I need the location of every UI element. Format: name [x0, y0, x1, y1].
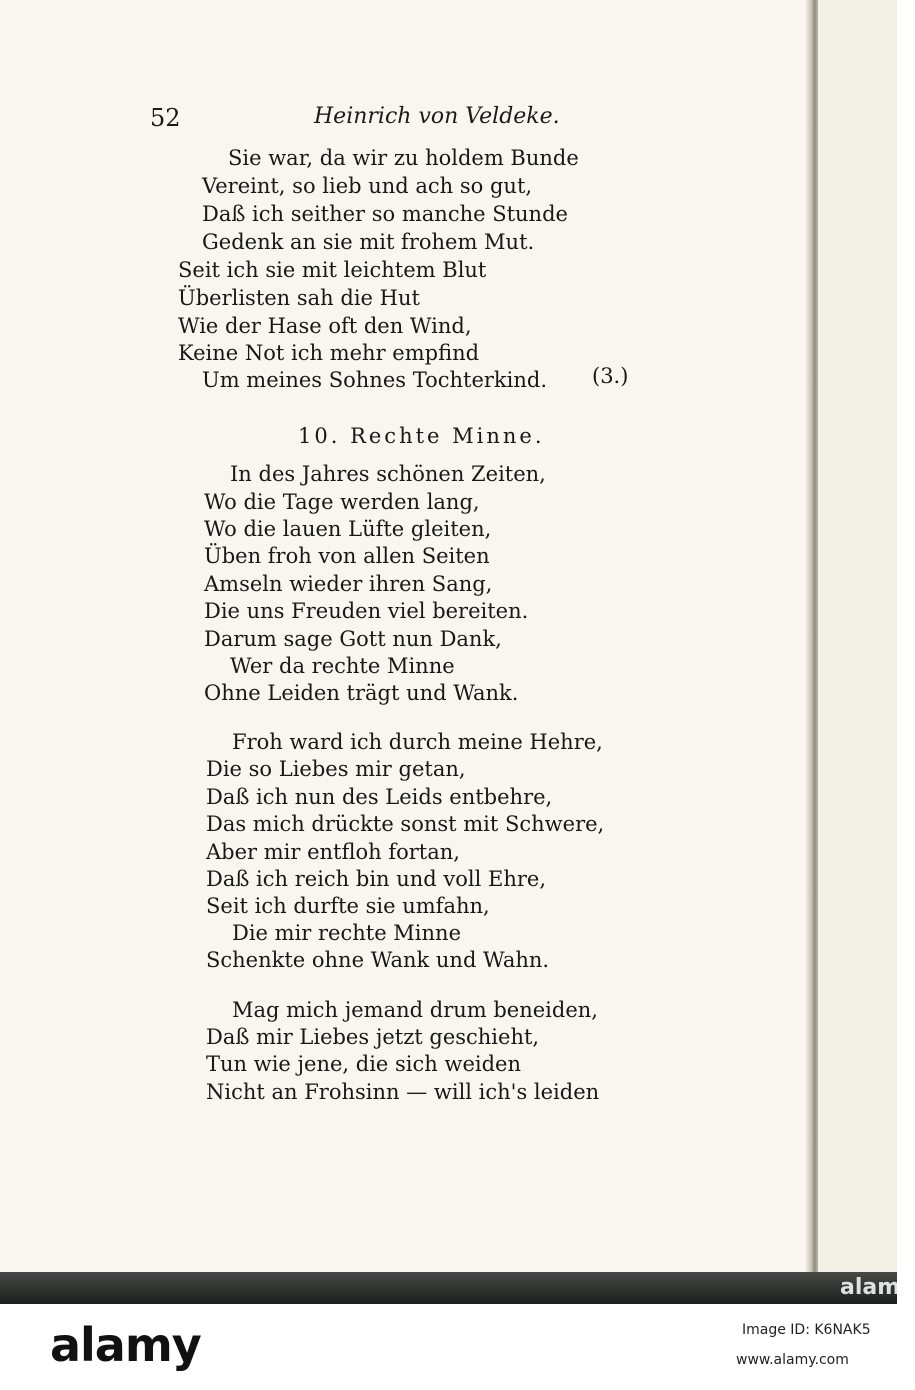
section-title: 10. Rechte Minne.	[298, 424, 545, 448]
poem-line: Wo die lauen Lüfte gleiten,	[204, 517, 492, 541]
page-gutter-edge	[806, 0, 818, 1272]
poem-line: Wer da rechte Minne	[230, 654, 455, 678]
poem-line: Die uns Freuden viel bereiten.	[204, 599, 529, 623]
poem-line: Üben froh von allen Seiten	[204, 544, 490, 568]
book-cover-strip	[0, 1272, 915, 1304]
poem-line: Die so Liebes mir getan,	[206, 757, 466, 781]
facing-page-edge	[818, 0, 897, 1272]
poem-line: Keine Not ich mehr empfind	[178, 341, 480, 365]
alamy-logo: alamy	[50, 1318, 201, 1372]
poem-line: Seit ich durfte sie umfahn,	[206, 894, 490, 918]
side-watermark: alamy	[840, 1275, 915, 1300]
stanza-number: (3.)	[592, 364, 629, 388]
poem-line: Daß ich reich bin und voll Ehre,	[206, 867, 547, 891]
poem-line: Das mich drückte sonst mit Schwere,	[206, 812, 605, 836]
poem-line: Mag mich jemand drum beneiden,	[232, 998, 598, 1022]
poem-line: Ohne Leiden trägt und Wank.	[204, 681, 519, 705]
poem-line: Daß mir Liebes jetzt geschieht,	[206, 1025, 540, 1049]
poem-line: Froh ward ich durch meine Hehre,	[232, 730, 603, 754]
poem-line: Daß ich nun des Leids entbehre,	[206, 785, 553, 809]
poem-line: Wo die Tage werden lang,	[204, 490, 480, 514]
page-number: 52	[150, 104, 181, 132]
poem-line: Nicht an Frohsinn — will ich's leiden	[206, 1080, 600, 1104]
poem-line: Aber mir entfloh fortan,	[206, 840, 460, 864]
poem-line: Um meines Sohnes Tochterkind.	[202, 368, 548, 392]
site-url: www.alamy.com	[736, 1352, 849, 1368]
running-head: Heinrich von Veldeke.	[314, 104, 560, 129]
poem-line: Seit ich sie mit leichtem Blut	[178, 258, 487, 282]
poem-line: Überlisten sah die Hut	[178, 286, 420, 310]
poem-line: Vereint, so lieb und ach so gut,	[202, 174, 533, 198]
poem-line: Gedenk an sie mit frohem Mut.	[202, 230, 535, 254]
poem-line: Die mir rechte Minne	[232, 921, 461, 945]
poem-line: In des Jahres schönen Zeiten,	[230, 462, 546, 486]
poem-line: Daß ich seither so manche Stunde	[202, 202, 568, 226]
poem-line: Schenkte ohne Wank und Wahn.	[206, 948, 550, 972]
poem-line: Tun wie jene, die sich weiden	[206, 1052, 521, 1076]
poem-line: Wie der Hase oft den Wind,	[178, 314, 472, 338]
poem-line: Darum sage Gott nun Dank,	[204, 627, 502, 651]
poem-line: Sie war, da wir zu holdem Bunde	[228, 146, 579, 170]
image-id: Image ID: K6NAK5	[742, 1322, 871, 1338]
poem-line: Amseln wieder ihren Sang,	[204, 572, 493, 596]
